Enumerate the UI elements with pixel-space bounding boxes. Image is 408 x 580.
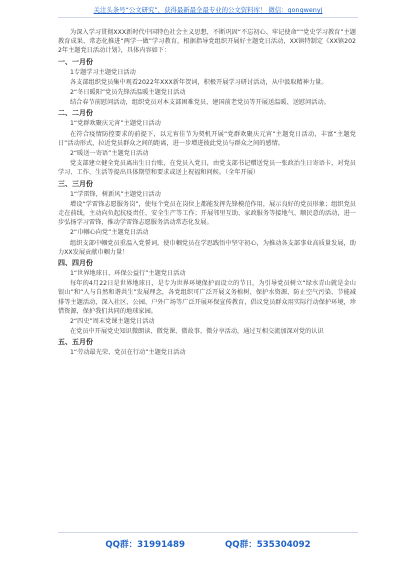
item-text: 增设“学雷锋志愿服务岗”，使每个党员在岗位上都能发挥先锋模范作用，展示良好的党员形象；组织党员走在前线，主动向负起抗疫责任、安全生产等工作；开展邻里互助、家政服务等接地气、顺民意的活动，进一步弘扬学习雷锋，推动学雷锋志愿服务活动常态化发展。 bbox=[58, 200, 356, 227]
footer-qq-group-1: QQ群：31991489 bbox=[105, 540, 185, 550]
item-text: 党支部建立健全党员离出生日台账，在党员入党日，由党支部书记赠送党员一张政治生日寄语卡，对党员学习、工作、生活等提出具体期望和要求或送上祝福和问候。（全年开展） bbox=[58, 160, 356, 177]
intro-paragraph: 为深入学习贯彻XXX新时代中国特色社会主义思想，不断巩固“不忘初心、牢记使命”“党史学习教育”主题教育成果、常态化推进“两学一做”学习教育，根据指导党组织开展好主题党日活动，XX镇特制定《XX镇2022年主题党日活动计划》，具体内容如下： bbox=[58, 29, 356, 55]
item-title: 1“学雷锋，树新风”主题党日活动 bbox=[70, 190, 161, 198]
footer bbox=[58, 540, 358, 551]
header-banner-link[interactable]: 关注头条号“公文研究”，获得最新最全最专业的公文资料库！ 微信：gongwenyj bbox=[93, 6, 323, 14]
item-title: 1“劳动最光荣、党员在行动”主题党日活动 bbox=[70, 349, 186, 357]
item-title: 2“巾帼心向党”主题党日活动 bbox=[70, 229, 149, 237]
item-text: 结合春节前慰问活动，组织党员对本支部困难党员、建国前老党员等开展送温暖、送慰问活动。 bbox=[70, 99, 330, 107]
section-heading: 五、五月份 bbox=[58, 338, 93, 347]
item-title: 1“世界地球日、环保公益行”主题党日活动 bbox=[70, 270, 186, 278]
item-title: 1专题学习主题党日活动 bbox=[70, 68, 136, 76]
item-text: 在符合疫情防控要求的前提下，以元宵佳节为契机开展“党群欢聚庆元宵”主题党日活动，丰富“主题党日”活动形式，拉近党员群众之间的距离，进一步增进彼此党员与群众之间的感情。 bbox=[58, 130, 356, 147]
item-title: 1“党群欢聚庆元宵”主题党日活动 bbox=[70, 120, 161, 128]
document-body bbox=[58, 28, 356, 359]
footer-divider bbox=[58, 532, 358, 533]
item-text: 组织支部中帼党员重温入党誓词，使巾帼党员在学思践悟中坚守初心，为推动各支部事业高质量发展，助力XX发展贡献巾帼力量！ bbox=[58, 239, 356, 256]
item-text: 在党员中开展党史知识微朗读、微党课、微故事、微分享活动，通过互相交流加深对党的认识 bbox=[70, 328, 324, 336]
item-title: 2“四史”周末党课主题党日活动 bbox=[70, 318, 155, 326]
section-heading: 三、三月份 bbox=[58, 179, 93, 188]
item-text: 各支部组织党员集中观看2022年XXX新年贺词，积极开展学习研讨活动，从中汲取精神力量。 bbox=[70, 78, 328, 86]
section-heading: 二、二月份 bbox=[58, 109, 93, 118]
item-text: 每年的4月22日是世界地球日，是专为世界环境保护而设立的节日，为引导党员树立“绿水青山就是金山银山”和“人与自然和谐共生”发展理念，各党组织可广泛开展义务植树、保护水资源、防止空气污染、节能减排等主题活动，深入社区、公园、户外广场等广泛开展环保宣传教育，倡议党员群众用实际行动保护环境，珍惜资源，保护我们共同的地球家园。 bbox=[58, 280, 356, 315]
footer-qq-group-2: QQ群：535304092 bbox=[225, 540, 311, 550]
item-title: 2“冬日暖阳”党员先锋活温暖主题党日活动 bbox=[70, 89, 186, 97]
section-heading: 四、四月份 bbox=[58, 259, 93, 268]
header-divider bbox=[58, 17, 358, 18]
item-title: 2“暖送一寄语”主题党日活动 bbox=[70, 150, 149, 158]
section-heading: 一、一月份 bbox=[58, 57, 93, 66]
